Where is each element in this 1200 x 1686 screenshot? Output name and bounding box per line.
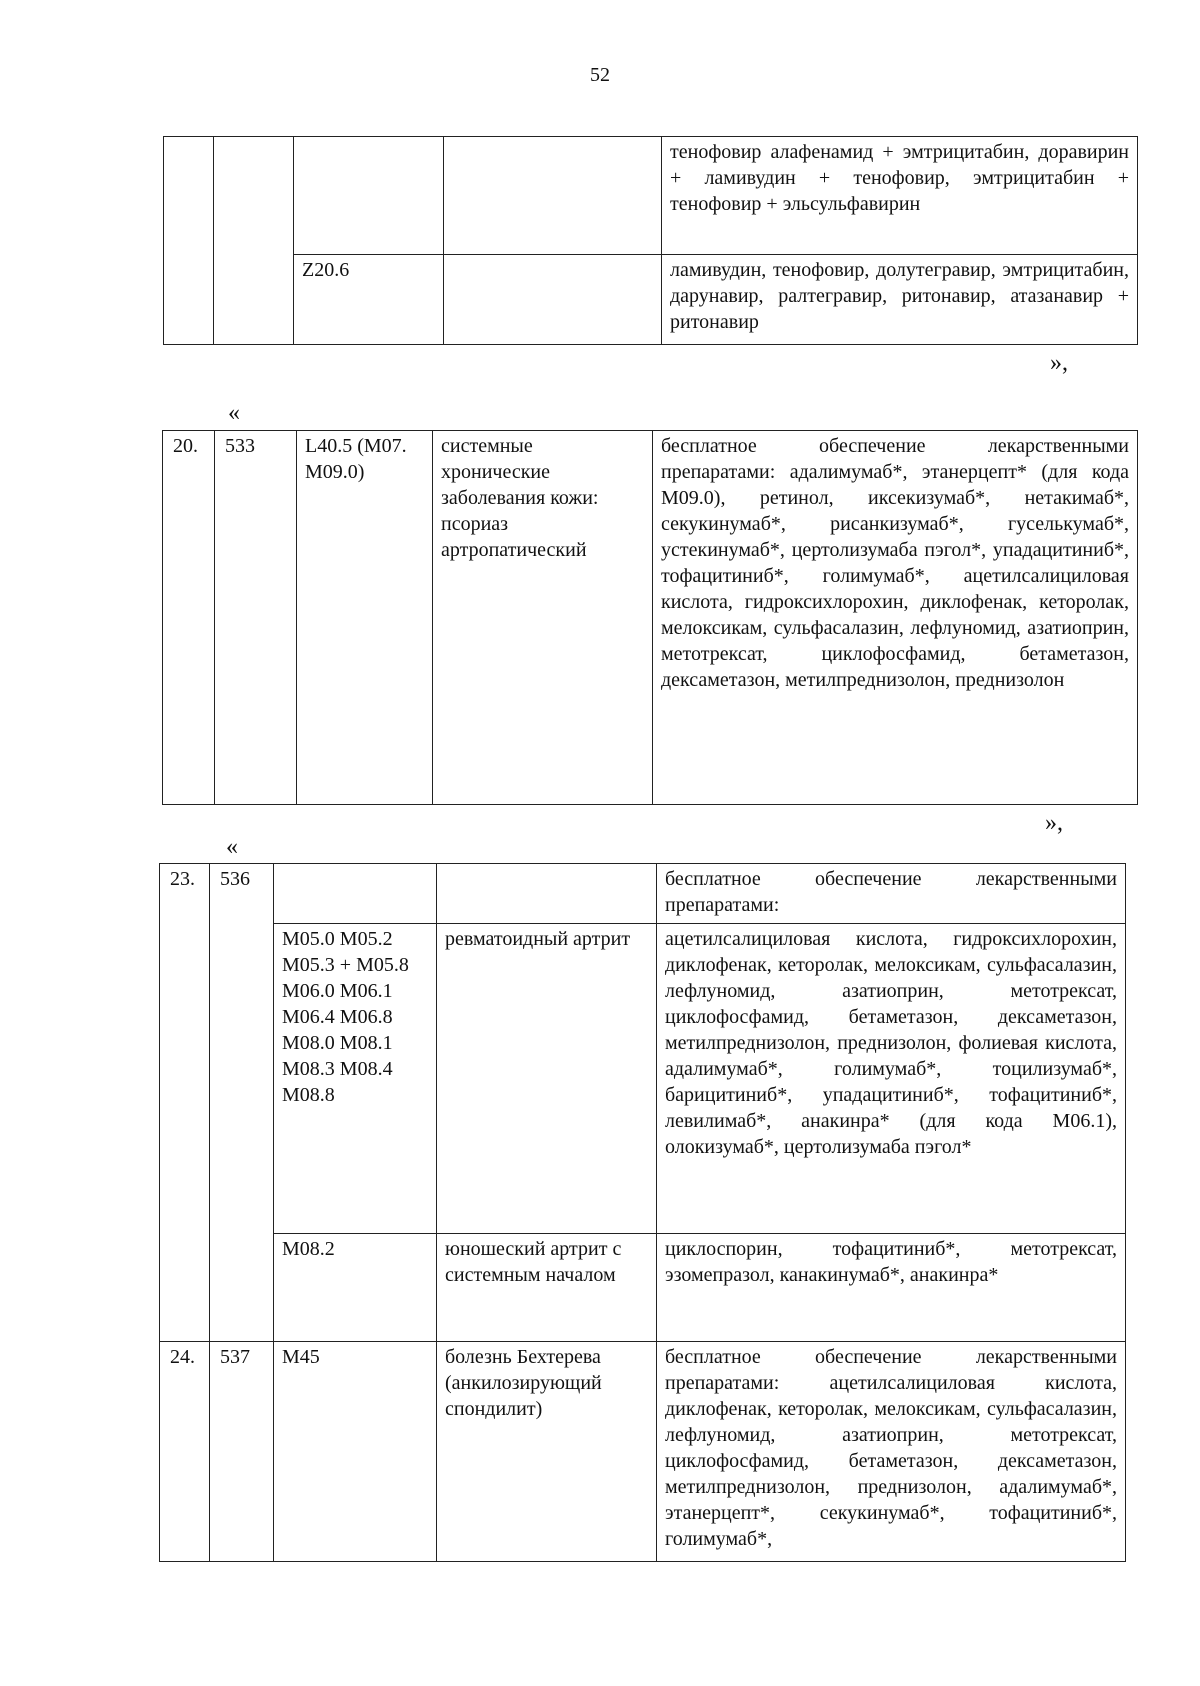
table-row xyxy=(160,924,1126,1234)
drug-list-cell: бесплатное обеспечение лекарственными препаратами: адалимумаб*, этанерцепт* (для кода M09.0), ретинол, иксекизумаб*, нетакимаб*, секукинумаб*, рисанкизумаб*, гуселькумаб*, устекинумаб*, цертолизумаба пэгол*, упадацитиниб*, тофацитиниб*, голимумаб*, ацетилсалициловая кислота, гидроксихлорохин, диклофенак, кеторолак, мелоксикам, сульфасалазин, лефлуномид, азатиоприн, метотрексат, циклофосфамид, бетаметазон, дексаметазон, метилпреднизолон, преднизолон xyxy=(653,431,1138,805)
row-number-cell xyxy=(164,137,214,345)
disease-name-cell xyxy=(444,137,662,255)
table-row xyxy=(163,431,1138,805)
disease-name-cell: системные хронические заболевания кожи: псориаз артропатический xyxy=(433,431,653,805)
drug-list-cell: тенофовир алафенамид + эмтрицитабин, доравирин + ламивудин + тенофовир, эмтрицитабин + тенофовир + эльсульфавирин xyxy=(662,137,1138,255)
icd-code-cell: M45 xyxy=(274,1342,437,1562)
icd-code-cell xyxy=(274,864,437,924)
icd-code-cell xyxy=(294,137,444,255)
drug-list-cell: бесплатное обеспечение лекарственными препаратами: ацетилсалициловая кислота, диклофенак, кеторолак, мелоксикам, сульфасалазин, лефлуномид, азатиоприн, метотрексат, циклофосфамид, бетаметазон, дексаметазон, метилпреднизолон, преднизолон, адалимумаб*, этанерцепт*, секукинумаб*, тофацитиниб*, голимумаб*, xyxy=(657,1342,1126,1562)
row-number-cell: 20. xyxy=(163,431,215,805)
disease-name-cell: болезнь Бехтерева (анкилозирующий спондилит) xyxy=(437,1342,657,1562)
drug-list-cell: ламивудин, тенофовир, долутегравир, эмтрицитабин, дарунавир, ралтегравир, ритонавир, атазанавир + ритонавир xyxy=(662,255,1138,345)
drug-table-psoriasis xyxy=(162,430,1138,805)
icd-code-cell: L40.5 (M07.M09.0) xyxy=(297,431,433,805)
drug-list-cell: ацетилсалициловая кислота, гидроксихлорохин, диклофенак, кеторолак, мелоксикам, сульфасалазин, лефлуномид, азатиоприн, метотрексат, циклофосфамид, бетаметазон, дексаметазон, метилпреднизолон, преднизолон, фолиевая кислота, адалимумаб*, голимумаб*, тоцилизумаб*, барицитиниб*, упадацитиниб*, тофацитиниб*, левилимаб*, анакинра* (для кода M06.1), олокизумаб*, цертолизумаба пэгол* xyxy=(657,924,1126,1234)
closing-quote: », xyxy=(1050,350,1068,376)
table-row xyxy=(160,1342,1126,1562)
disease-name-cell: юношеский артрит с системным началом xyxy=(437,1234,657,1342)
disease-name-cell: ревматоидный артрит xyxy=(437,924,657,1234)
table-row xyxy=(164,255,1138,345)
page-number: 52 xyxy=(590,64,610,86)
registry-id-cell xyxy=(214,137,294,345)
registry-id-cell: 536 xyxy=(210,864,274,1342)
row-number-cell: 23. xyxy=(160,864,210,1342)
disease-name-cell xyxy=(444,255,662,345)
opening-quote: « xyxy=(226,834,238,860)
drug-list-cell: циклоспорин, тофацитиниб*, метотрексат, эзомепразол, канакинумаб*, анакинра* xyxy=(657,1234,1126,1342)
table-row xyxy=(160,864,1126,924)
opening-quote: « xyxy=(228,400,240,426)
closing-quote: », xyxy=(1045,810,1063,836)
table-row xyxy=(160,1234,1126,1342)
table-row xyxy=(164,137,1138,255)
drug-list-cell: бесплатное обеспечение лекарственными препаратами: xyxy=(657,864,1126,924)
registry-id-cell: 533 xyxy=(215,431,297,805)
disease-name-cell xyxy=(437,864,657,924)
icd-code-cell: M08.2 xyxy=(274,1234,437,1342)
drug-table-arthritis xyxy=(159,863,1126,1562)
row-number-cell: 24. xyxy=(160,1342,210,1562)
registry-id-cell: 537 xyxy=(210,1342,274,1562)
icd-code-cell: Z20.6 xyxy=(294,255,444,345)
icd-code-cell: M05.0 M05.2 M05.3 + M05.8 M06.0 M06.1 M06.4 M06.8 M08.0 M08.1 M08.3 M08.4 M08.8 xyxy=(274,924,437,1234)
drug-table-continuation xyxy=(163,136,1138,345)
